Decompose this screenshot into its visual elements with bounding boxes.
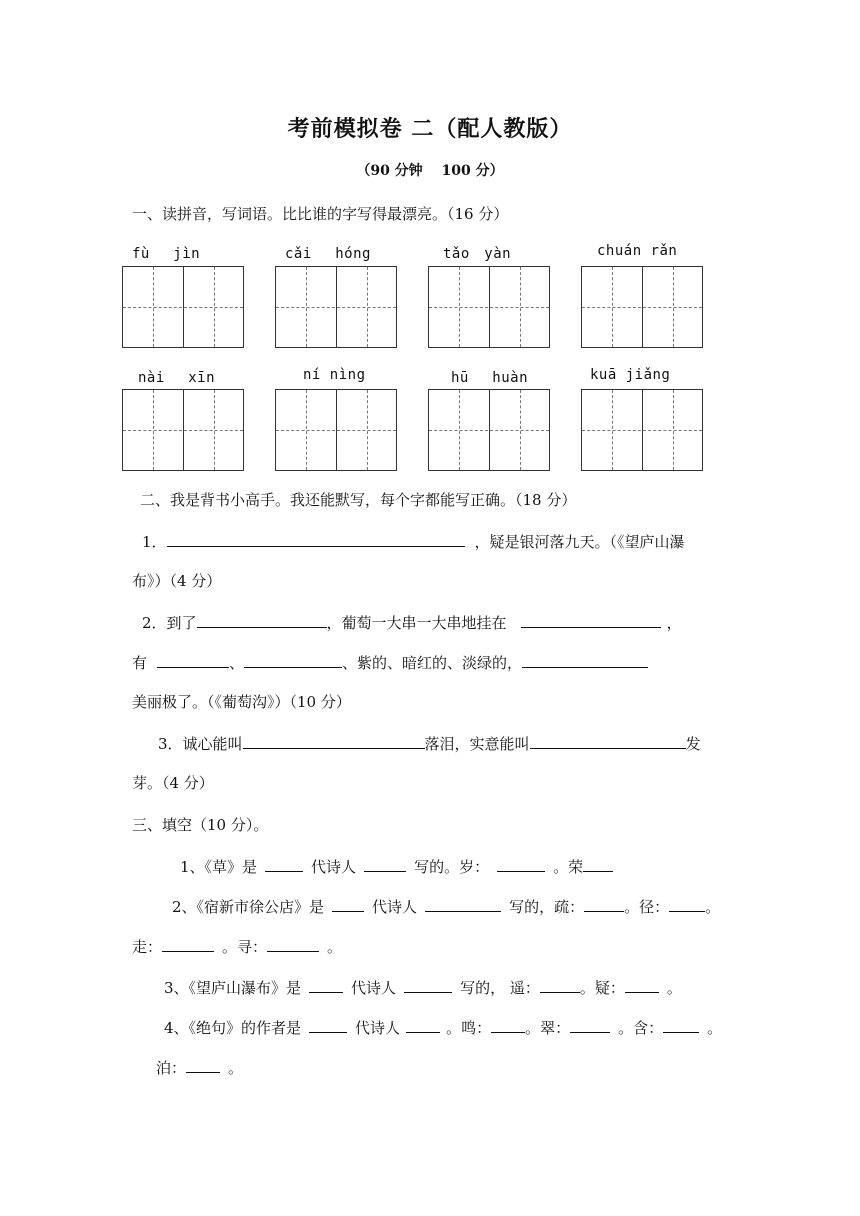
question-text: 写的。岁： [414,858,490,876]
pinyin-label: kuā jiǎng [590,367,671,383]
answer-blank[interactable] [186,1056,220,1073]
question-text: 。 [327,938,343,956]
question-1-continuation: 布》）（4 分） [132,572,222,590]
answer-blank[interactable] [309,1016,347,1033]
question-text: 代诗人 [355,1019,401,1037]
answer-blank[interactable] [197,611,327,628]
answer-blank[interactable] [406,1016,440,1033]
section3-heading: 三、填空（10 分）。 [132,816,269,834]
question-text: ，葡萄一大串一大串地挂在 [326,614,507,632]
question-text: 。疑： [579,979,625,997]
question-text: 有 [132,654,148,672]
question-2-line-2 [132,651,648,673]
question-text: 4、《绝句》的作者是 [164,1019,302,1037]
answer-blank[interactable] [332,895,364,912]
pinyin-label: ní nìng [303,367,366,383]
question-text: 代诗人 [372,898,418,916]
answer-blank[interactable] [530,732,686,749]
page-title: 考前模拟卷 二（配人教版） [287,116,573,142]
answer-blank[interactable] [309,976,343,993]
answer-blank[interactable] [663,1016,699,1033]
answer-blank[interactable] [425,895,501,912]
fill-line-3 [164,976,682,998]
writing-grid[interactable] [275,266,397,348]
question-3-continuation: 芽。（4 分） [132,774,214,792]
question-text: 走： [132,938,163,956]
question-text: 。 [705,898,721,916]
section2-heading: 二、我是背书小高手。我还能默写，每个字都能写正确。（18 分） [140,491,577,509]
question-text: 落泪，实意能叫 [424,735,530,753]
question-text: 代诗人 [311,858,357,876]
answer-blank[interactable] [584,895,624,912]
question-text: 3．诚心能叫 [158,735,243,753]
answer-blank[interactable] [497,855,545,872]
question-text: 1、《草》是 [180,858,258,876]
question-text: 写的，疏： [509,898,585,916]
question-2-line [142,611,682,633]
section1-heading: 一、读拼音，写词语。比比谁的字写得最漂亮。（16 分） [132,205,509,223]
question-number: 1． [142,533,167,551]
answer-blank[interactable] [491,1016,525,1033]
fill-line-4-continuation [156,1056,243,1078]
answer-blank[interactable] [157,651,229,668]
writing-grid[interactable] [428,389,550,471]
question-text: 。寻： [222,938,268,956]
question-text: 。含： [618,1019,664,1037]
writing-grid[interactable] [428,266,550,348]
fill-line-2 [172,895,720,917]
answer-blank[interactable] [625,976,659,993]
writing-grid[interactable] [581,266,703,348]
answer-blank[interactable] [364,855,406,872]
answer-blank[interactable] [522,651,648,668]
question-1-line [142,530,685,552]
question-text: 。鸣： [446,1019,492,1037]
question-text: 2．到了 [142,614,197,632]
answer-blank[interactable] [570,1016,610,1033]
answer-blank[interactable] [244,651,342,668]
question-text: 泊： [156,1059,187,1077]
question-text: 。 [707,1019,723,1037]
answer-blank[interactable] [265,855,303,872]
question-text: 写的， 遥： [460,979,540,997]
writing-grid[interactable] [581,389,703,471]
answer-blank[interactable] [540,976,580,993]
question-text: 。径： [624,898,670,916]
pinyin-label: chuán rǎn [597,243,678,259]
answer-blank[interactable] [162,935,214,952]
answer-blank[interactable] [521,611,661,628]
fill-line-1 [180,855,613,877]
pinyin-label: nài xīn [138,370,216,386]
question-2-continuation: 美丽极了。（《葡萄沟》）（10 分） [132,693,351,711]
answer-blank[interactable] [669,895,705,912]
question-text: 、紫的、暗红的、淡绿的， [342,654,523,672]
pinyin-label: fù jìn [132,246,201,262]
writing-grid[interactable] [122,389,244,471]
question-text: 3、《望庐山瀑布》是 [164,979,302,997]
question-text: 。 [228,1059,244,1077]
answer-blank[interactable] [243,732,425,749]
answer-blank[interactable] [404,976,452,993]
pinyin-label: hū huàn [451,370,529,386]
answer-blank[interactable] [167,530,465,547]
question-text: 。翠： [525,1019,571,1037]
fill-line-4 [164,1016,722,1038]
answer-blank[interactable] [583,855,613,872]
question-3-line [158,732,701,754]
question-text: 代诗人 [351,979,397,997]
question-text: ，疑是银河落九天。（《望庐山瀑 [474,533,685,551]
pinyin-label: tǎo yàn [443,246,512,262]
question-text: 。 [666,979,682,997]
answer-blank[interactable] [267,935,319,952]
question-text: 发 [685,735,701,753]
pinyin-label: cǎi hóng [285,246,371,262]
writing-grid[interactable] [275,389,397,471]
question-text: 。荣 [553,858,584,876]
fill-line-2-continuation [132,935,342,957]
question-text: 2、《宿新市徐公店》是 [172,898,325,916]
page-subtitle: （90 分钟 100 分） [356,163,504,179]
question-text: 、 [229,654,245,672]
writing-grid[interactable] [122,266,244,348]
question-text: ， [666,614,682,632]
